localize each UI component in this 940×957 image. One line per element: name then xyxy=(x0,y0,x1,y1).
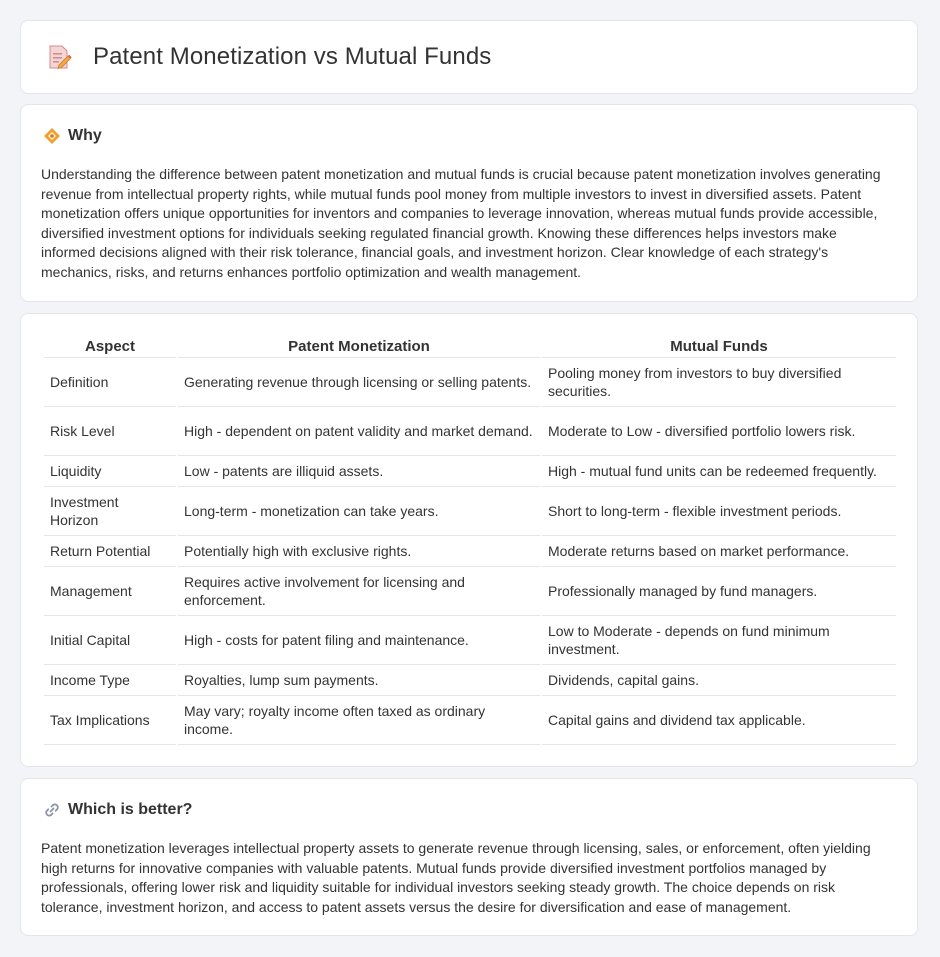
cell-mutual-funds: Pooling money from investors to buy diversified securities. xyxy=(542,358,896,407)
table-row xyxy=(44,407,896,456)
cell-aspect: Risk Level xyxy=(44,407,176,456)
cell-patent-monetization: High - dependent on patent validity and market demand. xyxy=(178,407,540,456)
cell-patent-monetization: Requires active involvement for licensing and enforcement. xyxy=(178,567,540,616)
table-row xyxy=(44,456,896,487)
table-row xyxy=(44,567,896,616)
cell-mutual-funds: Moderate to Low - diversified portfolio lowers risk. xyxy=(542,407,896,456)
comparison-table-card xyxy=(20,313,918,767)
header-mutual-funds: Mutual Funds xyxy=(542,334,896,358)
cell-patent-monetization: Long-term - monetization can take years. xyxy=(178,487,540,536)
cell-mutual-funds: Professionally managed by fund managers. xyxy=(542,567,896,616)
which-is-better-section xyxy=(20,778,918,936)
cell-patent-monetization: Generating revenue through licensing or selling patents. xyxy=(178,358,540,407)
why-text: Understanding the difference between patent monetization and mutual funds is crucial because patent monetization involves generating revenue from intellectual property rights, while mutual funds pool money from multiple investors to invest in diversified assets. Patent monetization offers unique opportunities for inventors and companies to leverage innovation, whereas mutual funds provide accessible, diversified investment options for individuals seeking regulated financial growth. Knowing these differences helps investors make informed decisions aligned with their risk tolerance, financial goals, and investment horizon. Clear knowledge of each strategy's mechanics, risks, and returns enhances portfolio optimization and wealth management. xyxy=(41,166,881,280)
table-row xyxy=(44,616,896,665)
cell-mutual-funds: Dividends, capital gains. xyxy=(542,665,896,696)
link-icon xyxy=(43,801,61,819)
table-header-row xyxy=(44,334,896,358)
table-row xyxy=(44,536,896,567)
cell-aspect: Income Type xyxy=(44,665,176,696)
header-patent-monetization: Patent Monetization xyxy=(178,334,540,358)
why-section xyxy=(20,104,918,302)
cell-mutual-funds: Short to long-term - flexible investment periods. xyxy=(542,487,896,536)
comparison-table xyxy=(42,334,898,745)
cell-patent-monetization: High - costs for patent filing and maintenance. xyxy=(178,616,540,665)
why-title: Why xyxy=(68,127,102,144)
cell-patent-monetization: Potentially high with exclusive rights. xyxy=(178,536,540,567)
cell-aspect: Tax Implications xyxy=(44,696,176,745)
cell-aspect: Initial Capital xyxy=(44,616,176,665)
cell-mutual-funds: Low to Moderate - depends on fund minimum investment. xyxy=(542,616,896,665)
table-row xyxy=(44,358,896,407)
cell-mutual-funds: Capital gains and dividend tax applicable. xyxy=(542,696,896,745)
table-row xyxy=(44,665,896,696)
cell-aspect: Return Potential xyxy=(44,536,176,567)
table-row xyxy=(44,696,896,745)
cell-aspect: Liquidity xyxy=(44,456,176,487)
diamond-icon xyxy=(43,127,61,145)
cell-patent-monetization: Royalties, lump sum payments. xyxy=(178,665,540,696)
better-text: Patent monetization leverages intellectual property assets to generate revenue through licensing, sales, or enforcement, often yielding high returns for innovative companies with valuable patents. Mutual funds provide diversified investment portfolios managed by professionals, offering lower risk and liquidity suitable for individual investors seeking steady growth. The choice depends on risk tolerance, investment horizon, and access to patent assets versus the desire for diversification and ease of management. xyxy=(41,840,871,915)
document-pencil-icon xyxy=(45,43,73,71)
cell-aspect: Definition xyxy=(44,358,176,407)
table-row xyxy=(44,487,896,536)
cell-patent-monetization: May vary; royalty income often taxed as ordinary income. xyxy=(178,696,540,745)
header-card xyxy=(20,20,918,94)
cell-mutual-funds: High - mutual fund units can be redeemed frequently. xyxy=(542,456,896,487)
cell-patent-monetization: Low - patents are illiquid assets. xyxy=(178,456,540,487)
cell-aspect: Management xyxy=(44,567,176,616)
header-aspect: Aspect xyxy=(44,334,176,358)
cell-aspect: Investment Horizon xyxy=(44,487,176,536)
cell-mutual-funds: Moderate returns based on market performance. xyxy=(542,536,896,567)
better-title: Which is better? xyxy=(68,801,193,818)
page-title: Patent Monetization vs Mutual Funds xyxy=(93,43,492,70)
